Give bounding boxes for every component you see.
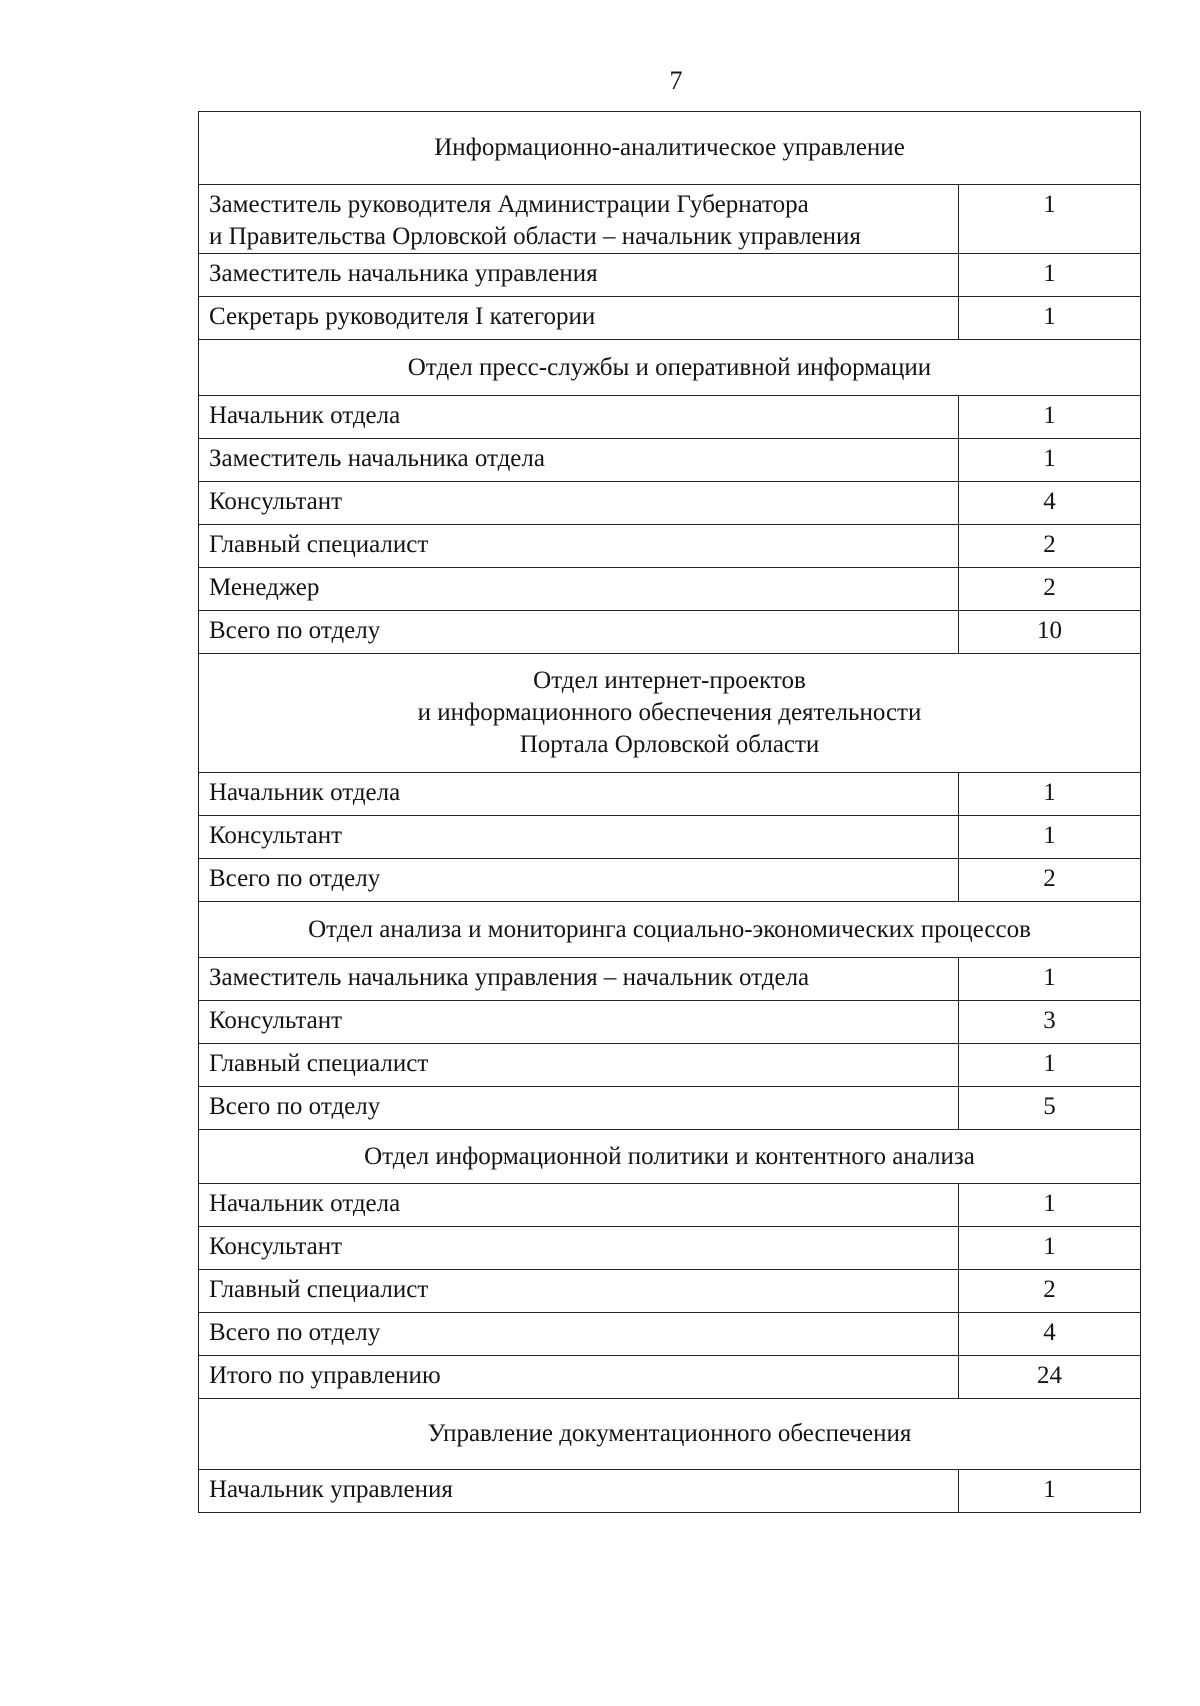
count-cell	[959, 1227, 1141, 1270]
section-heading: Отдел анализа и мониторинга социально-экономических процессов	[308, 915, 1031, 943]
position-name: Начальник отдела	[209, 779, 401, 806]
table-row	[199, 1470, 1141, 1513]
position-name: Начальник отдела	[209, 402, 401, 429]
position-cell	[199, 816, 959, 859]
position-name: Всего по отделу	[209, 1319, 381, 1346]
section-heading-row	[199, 1130, 1141, 1184]
position-count: 1	[1043, 964, 1056, 991]
position-name: Заместитель начальника управления	[209, 260, 598, 287]
count-cell	[959, 1356, 1141, 1399]
position-name: Начальник управления	[209, 1476, 453, 1503]
position-cell	[199, 1087, 959, 1130]
position-count: 2	[1043, 574, 1056, 601]
count-cell	[959, 1001, 1141, 1044]
section-heading-row	[199, 112, 1141, 185]
position-cell	[199, 1356, 959, 1399]
count-cell	[959, 439, 1141, 482]
position-name: Заместитель руководителя Администрации Губернатора и Правительства Орловской области – начальник управления	[209, 191, 861, 250]
count-cell	[959, 185, 1141, 254]
section-heading: Отдел информационной политики и контентного анализа	[364, 1142, 975, 1170]
position-count: 5	[1043, 1093, 1056, 1120]
position-name: Итого по управлению	[209, 1362, 441, 1389]
position-cell	[199, 254, 959, 297]
table-row	[199, 1044, 1141, 1087]
position-count: 4	[1043, 1319, 1056, 1346]
position-name: Консультант	[209, 822, 343, 849]
count-cell	[959, 611, 1141, 654]
count-cell	[959, 254, 1141, 297]
position-cell	[199, 297, 959, 340]
section-heading: Информационно-аналитическое управление	[434, 134, 905, 161]
position-name: Главный специалист	[209, 1050, 429, 1077]
position-count: 1	[1043, 1476, 1056, 1503]
table-row	[199, 1313, 1141, 1356]
count-cell	[959, 1044, 1141, 1087]
position-cell	[199, 1470, 959, 1513]
position-count: 2	[1043, 865, 1056, 892]
count-cell	[959, 773, 1141, 816]
table-row	[199, 185, 1141, 254]
position-count: 1	[1043, 402, 1056, 429]
position-count: 2	[1043, 531, 1056, 558]
count-cell	[959, 859, 1141, 902]
position-name: Заместитель начальника отдела	[209, 445, 545, 472]
table-row	[199, 773, 1141, 816]
position-count: 3	[1043, 1007, 1056, 1034]
staff-table	[198, 111, 1141, 1513]
count-cell	[959, 568, 1141, 611]
table-row	[199, 1270, 1141, 1313]
table-row	[199, 1087, 1141, 1130]
section-heading-row	[199, 340, 1141, 396]
page-number: 7	[669, 66, 683, 95]
position-name: Всего по отделу	[209, 865, 381, 892]
count-cell	[959, 396, 1141, 439]
count-cell	[959, 1184, 1141, 1227]
table-row	[199, 958, 1141, 1001]
position-cell	[199, 439, 959, 482]
position-cell	[199, 1313, 959, 1356]
table-row	[199, 1356, 1141, 1399]
position-count: 10	[1037, 617, 1062, 644]
position-count: 1	[1043, 1050, 1056, 1077]
count-cell	[959, 816, 1141, 859]
position-count: 1	[1043, 260, 1056, 287]
section-heading-row	[199, 654, 1141, 773]
position-cell	[199, 1001, 959, 1044]
count-cell	[959, 1313, 1141, 1356]
position-name: Консультант	[209, 1007, 343, 1034]
position-cell	[199, 568, 959, 611]
position-name: Консультант	[209, 1233, 343, 1260]
position-count: 1	[1043, 1233, 1056, 1260]
position-count: 1	[1043, 822, 1056, 849]
position-name: Консультант	[209, 488, 343, 515]
table-row	[199, 297, 1141, 340]
position-cell	[199, 1044, 959, 1087]
position-cell	[199, 773, 959, 816]
position-cell	[199, 1227, 959, 1270]
position-count: 24	[1037, 1362, 1062, 1389]
table-row	[199, 482, 1141, 525]
position-cell	[199, 1184, 959, 1227]
count-cell	[959, 1270, 1141, 1313]
position-name: Главный специалист	[209, 1276, 429, 1303]
table-row	[199, 1001, 1141, 1044]
count-cell	[959, 525, 1141, 568]
position-cell	[199, 482, 959, 525]
position-name: Всего по отделу	[209, 1093, 381, 1120]
section-heading: Отдел интернет-проектов и информационного обеспечения деятельности Портала Орловской области	[417, 667, 922, 758]
position-cell	[199, 1270, 959, 1313]
position-cell	[199, 958, 959, 1001]
position-count: 1	[1043, 191, 1056, 218]
position-name: Главный специалист	[209, 531, 429, 558]
table-row	[199, 611, 1141, 654]
position-count: 1	[1043, 303, 1056, 330]
position-count: 4	[1043, 488, 1056, 515]
position-cell	[199, 396, 959, 439]
count-cell	[959, 1087, 1141, 1130]
table-row	[199, 525, 1141, 568]
count-cell	[959, 482, 1141, 525]
position-count: 2	[1043, 1276, 1056, 1303]
position-count: 1	[1043, 445, 1056, 472]
table-row	[199, 1227, 1141, 1270]
position-count: 1	[1043, 779, 1056, 806]
table-row	[199, 439, 1141, 482]
position-cell	[199, 525, 959, 568]
position-name: Менеджер	[209, 574, 320, 601]
position-name: Заместитель начальника управления – начальник отдела	[209, 964, 810, 991]
position-cell	[199, 185, 959, 254]
table-row	[199, 254, 1141, 297]
section-heading: Управление документационного обеспечения	[427, 1420, 912, 1447]
table-row	[199, 396, 1141, 439]
position-cell	[199, 611, 959, 654]
position-count: 1	[1043, 1190, 1056, 1217]
table-row	[199, 816, 1141, 859]
position-name: Секретарь руководителя I категории	[209, 303, 596, 330]
position-name: Начальник отдела	[209, 1190, 401, 1217]
count-cell	[959, 1470, 1141, 1513]
position-cell	[199, 859, 959, 902]
section-heading: Отдел пресс-службы и оперативной информации	[407, 353, 932, 381]
table-row	[199, 1184, 1141, 1227]
section-heading-row	[199, 1399, 1141, 1470]
count-cell	[959, 297, 1141, 340]
table-row	[199, 859, 1141, 902]
count-cell	[959, 958, 1141, 1001]
table-row	[199, 568, 1141, 611]
section-heading-row	[199, 902, 1141, 958]
position-name: Всего по отделу	[209, 617, 381, 644]
